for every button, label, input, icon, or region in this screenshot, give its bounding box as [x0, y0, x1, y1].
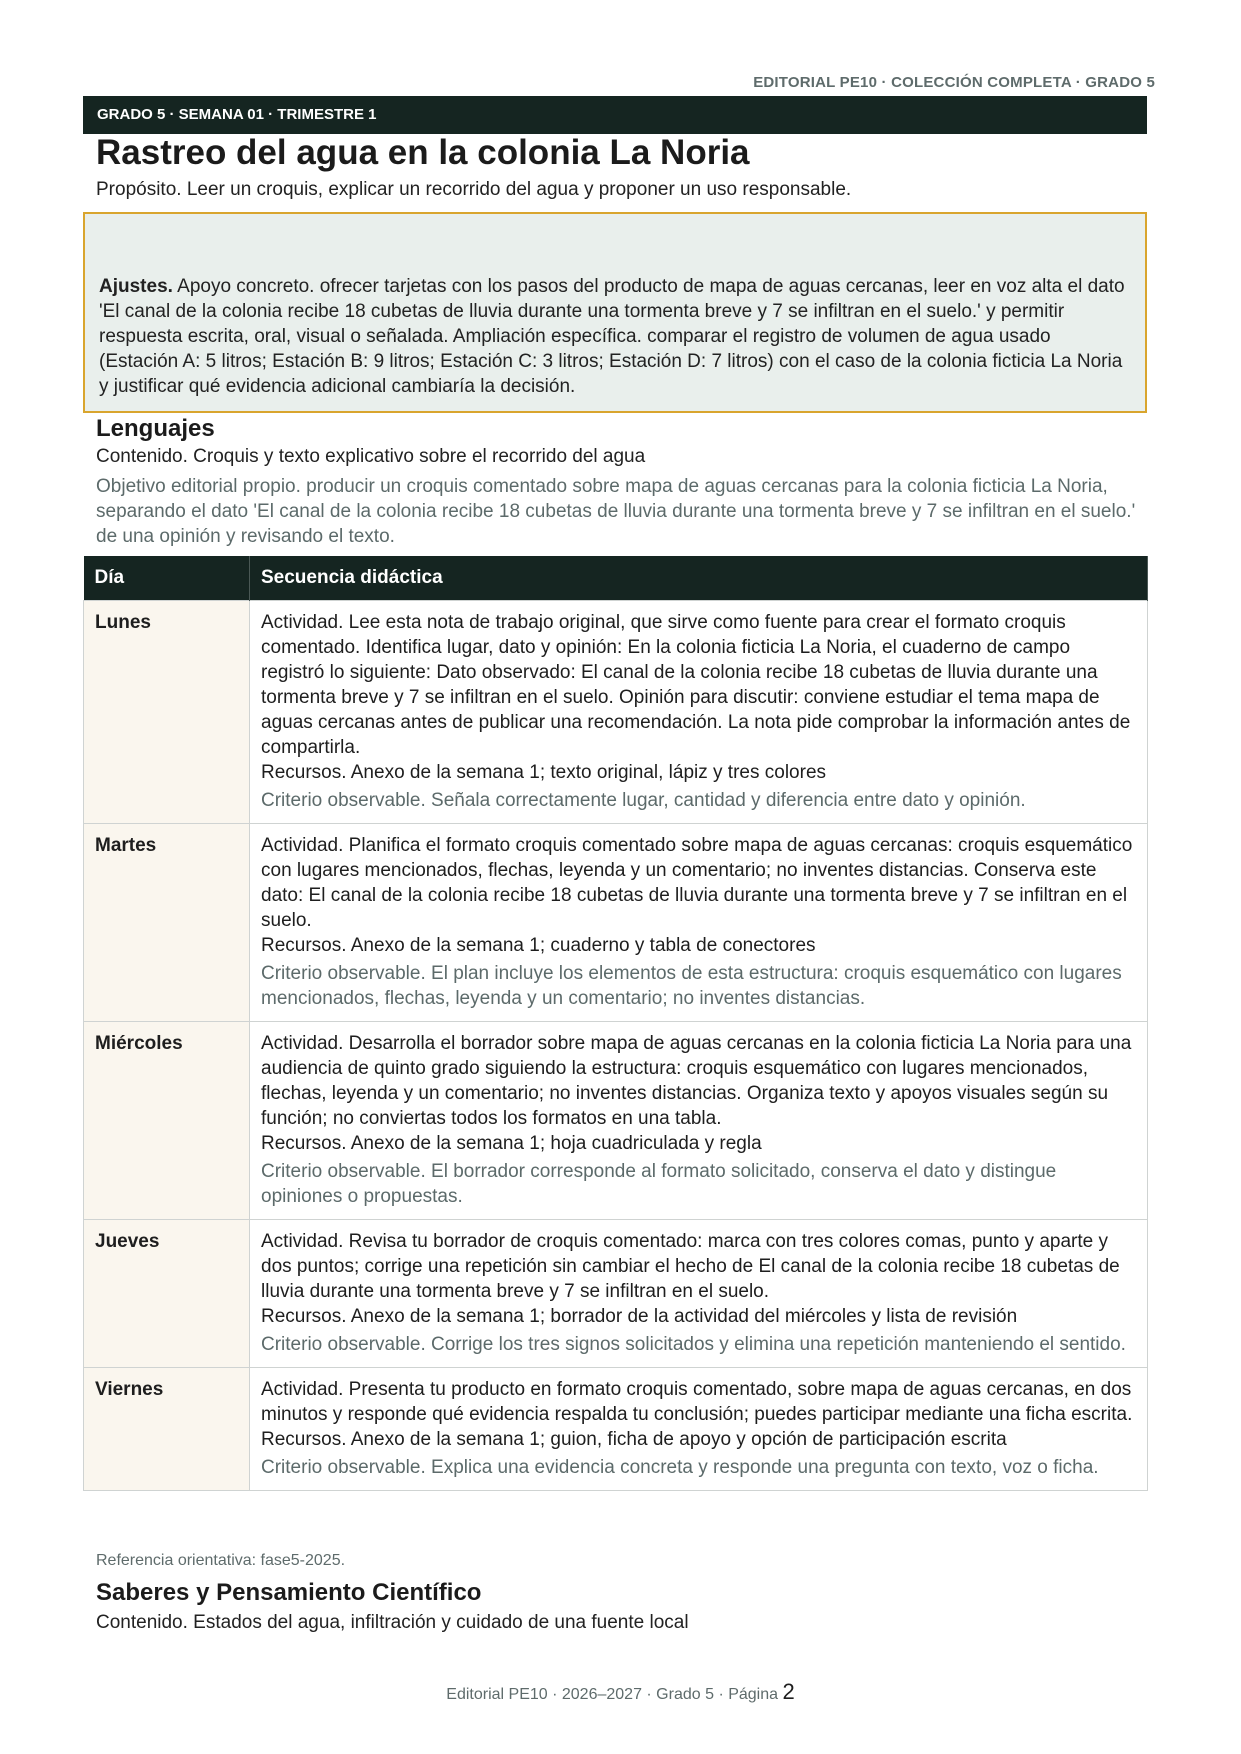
day-cell: Martes — [84, 823, 250, 1021]
activity-text: Actividad. Desarrolla el borrador sobre mapa de aguas cercanas en la colonia ficticia La Noria para una audiencia de quinto grado siguiendo la estructura: croquis esquemático con lugares mencionados, flechas, leyenda y un comentario; no inventes distancias. Organiza texto y apoyos visuales según su función; no conviertas todos los formatos en una tabla. — [261, 1032, 1132, 1129]
adjustments-box — [83, 212, 1147, 413]
adjustments-label: Ajustes. — [99, 276, 173, 297]
sequence-cell — [250, 1021, 1148, 1219]
criterion-text: Criterio observable. Señala correctamente lugar, cantidad y diferencia entre dato y opinión. — [261, 789, 1026, 811]
purpose-text: Propósito. Leer un croquis, explicar un recorrido del agua y proponer un uso responsable. — [96, 179, 852, 200]
week-band: GRADO 5 · SEMANA 01 · TRIMESTRE 1 — [83, 96, 1147, 134]
table-row — [84, 1219, 1148, 1367]
criterion-text: Criterio observable. El borrador corresponde al formato solicitado, conserva el dato y distingue opiniones o propuestas. — [261, 1160, 1057, 1207]
table-row — [84, 1367, 1148, 1490]
sequence-cell — [250, 823, 1148, 1021]
page-number: 2 — [782, 1679, 795, 1704]
header-sequence: Secuencia didáctica — [250, 556, 1148, 600]
sequence-cell — [250, 600, 1148, 823]
reference-note: Referencia orientativa: fase5-2025. — [96, 1552, 346, 1569]
section-content-lenguajes: Contenido. Croquis y texto explicativo sobre el recorrido del agua — [96, 446, 646, 467]
activity-text: Actividad. Revisa tu borrador de croquis comentado: marca con tres colores comas, punto y aparte y dos puntos; corrige una repetición sin cambiar el hecho de El canal de la colonia recibe 18 cubetas de lluvia durante una tormenta breve y 7 se infiltran en el suelo. — [261, 1230, 1120, 1302]
adjustments-text: Apoyo concreto. ofrecer tarjetas con los pasos del producto de mapa de aguas cercanas, leer en voz alta el dato 'El canal de la colonia recibe 18 cubetas de lluvia durante una tormenta breve y 7 se infiltran en el suelo.' y permitir respuesta escrita, oral, visual o señalada. Ampliación específica. comparar el registro de volumen de agua usado (Estación A: 5 litros; Estación B: 9 litros; Estación C: 3 litros; Estación D: 7 litros) con el caso de la colonia ficticia La Noria y justificar qué evidencia adicional cambiaría la decisión. — [99, 276, 1125, 397]
section-title-lenguajes: Lenguajes — [96, 415, 215, 442]
table-header-row — [84, 556, 1148, 600]
header-day: Día — [84, 556, 250, 600]
criterion-text: Criterio observable. Explica una evidencia concreta y responde una pregunta con texto, voz o ficha. — [261, 1456, 1099, 1478]
day-cell: Viernes — [84, 1367, 250, 1490]
resources-text: Recursos. Anexo de la semana 1; cuaderno y tabla de conectores — [261, 934, 816, 956]
table-row — [84, 823, 1148, 1021]
resources-text: Recursos. Anexo de la semana 1; borrador de la actividad del miércoles y lista de revisión — [261, 1305, 1018, 1327]
criterion-text: Criterio observable. El plan incluye los elementos de esta estructura: croquis esquemático con lugares mencionados, flechas, leyenda y un comentario; no inventes distancias. — [261, 962, 1122, 1009]
page-footer — [0, 1679, 1241, 1705]
series-line: EDITORIAL PE10 · COLECCIÓN COMPLETA · GRADO 5 — [753, 74, 1155, 91]
sequence-cell — [250, 1219, 1148, 1367]
activity-text: Actividad. Lee esta nota de trabajo original, que sirve como fuente para crear el formato croquis comentado. Identifica lugar, dato y opinión: En la colonia ficticia La Noria, el cuaderno de campo registró lo siguiente: Dato observado: El canal de la colonia recibe 18 cubetas de lluvia durante una tormenta breve y 7 se infiltran en el suelo. Opinión para discutir: conviene estudiar el tema mapa de aguas cercanas antes de publicar una recomendación. La nota pide comprobar la información antes de compartirla. — [261, 611, 1131, 758]
resources-text: Recursos. Anexo de la semana 1; guion, ficha de apoyo y opción de participación escrita — [261, 1428, 1007, 1450]
sequence-cell — [250, 1367, 1148, 1490]
table-row — [84, 1021, 1148, 1219]
resources-text: Recursos. Anexo de la semana 1; texto original, lápiz y tres colores — [261, 761, 827, 783]
day-cell: Jueves — [84, 1219, 250, 1367]
criterion-text: Criterio observable. Corrige los tres signos solicitados y elimina una repetición manteniendo el sentido. — [261, 1333, 1126, 1355]
didactic-sequence-table — [83, 556, 1148, 1491]
editorial-objective: Objetivo editorial propio. producir un croquis comentado sobre mapa de aguas cercanas para la colonia ficticia La Noria, separando el dato 'El canal de la colonia recibe 18 cubetas de lluvia durante una tormenta breve y 7 se infiltran en el suelo.' de una opinión y revisando el texto. — [96, 476, 1136, 547]
activity-text: Actividad. Planifica el formato croquis comentado sobre mapa de aguas cercanas: croquis esquemático con lugares mencionados, flechas, leyenda y un comentario; no inventes distancias. Conserva este dato: El canal de la colonia recibe 18 cubetas de lluvia durante una tormenta breve y 7 se infiltran en el suelo. — [261, 834, 1133, 931]
section-content-saberes: Contenido. Estados del agua, infiltración y cuidado de una fuente local — [96, 1612, 689, 1633]
table-row — [84, 600, 1148, 823]
activity-text: Actividad. Presenta tu producto en formato croquis comentado, sobre mapa de aguas cercanas, en dos minutos y responde qué evidencia respalda tu conclusión; puedes participar mediante una ficha escrita. — [261, 1378, 1133, 1425]
day-cell: Lunes — [84, 600, 250, 823]
footer-text: Editorial PE10 · 2026–2027 · Grado 5 · Página — [446, 1686, 779, 1703]
page-title: Rastreo del agua en la colonia La Noria — [96, 133, 750, 172]
section-title-saberes: Saberes y Pensamiento Científico — [96, 1579, 482, 1606]
day-cell: Miércoles — [84, 1021, 250, 1219]
resources-text: Recursos. Anexo de la semana 1; hoja cuadriculada y regla — [261, 1132, 762, 1154]
